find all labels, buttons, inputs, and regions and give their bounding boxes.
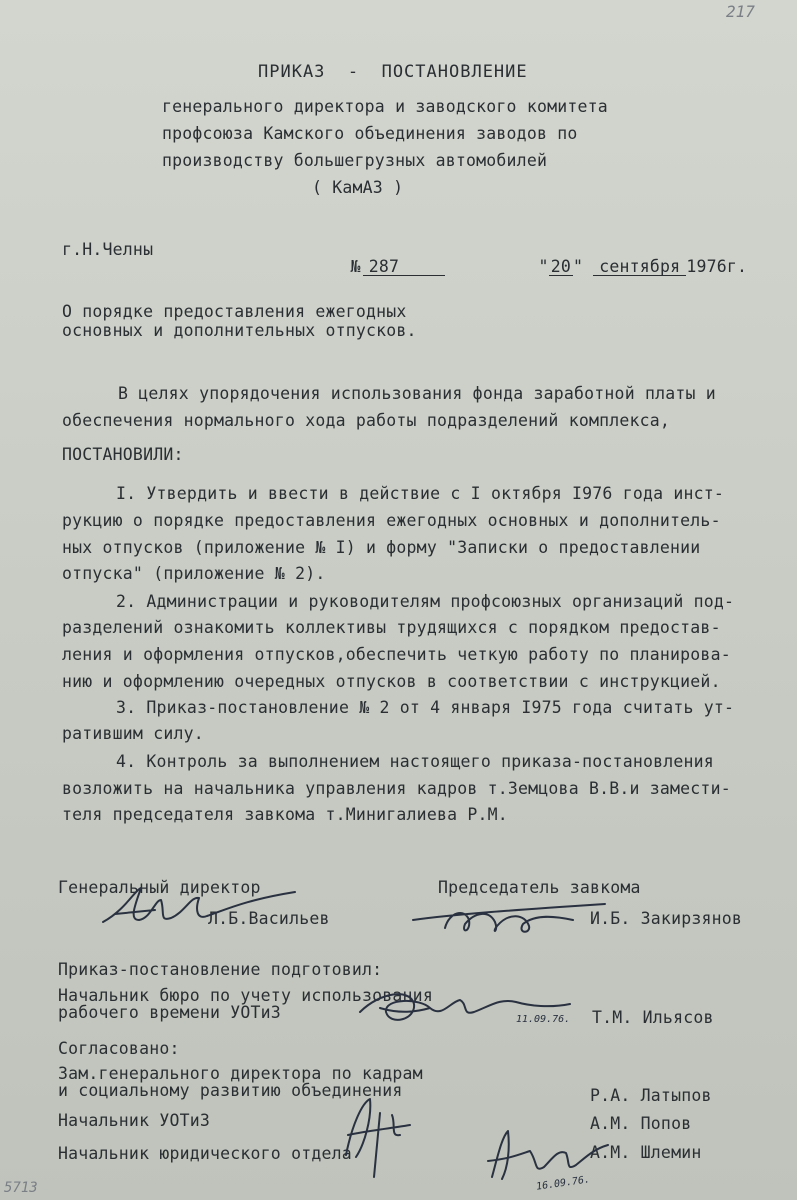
- document-title: ПРИКАЗ - ПОСТАНОВЛЕНИЕ: [258, 62, 528, 82]
- agreed-position-3: Начальник юридического отдела: [58, 1144, 352, 1163]
- chairman-name: И.Б. Закирзянов: [590, 909, 743, 928]
- agreed-signature-1: [326, 1085, 426, 1185]
- number-value: 287: [363, 259, 445, 277]
- agreed-name-3: А.М. Шлемин: [590, 1143, 702, 1162]
- agreed-date-note: 16.09.76.: [535, 1174, 591, 1193]
- item-line-1: I. Утвердить и ввести в действие с I октября I976 года инст-: [116, 484, 725, 503]
- number-label: №: [350, 256, 361, 276]
- intro-line-2: обеспечения нормального хода работы подразделений комплекса,: [62, 411, 671, 430]
- item-line-11: 4. Контроль за выполнением настоящего приказа-постановления: [116, 752, 714, 771]
- item-line-9: 3. Приказ-постановление № 2 от 4 января I975 года считать ут-: [116, 698, 735, 717]
- item-line-8: нию и оформлению очередных отпусков в соответствии с инструкцией.: [62, 672, 721, 691]
- director-signature: [95, 870, 325, 940]
- item-line-10: ратившим силу.: [62, 724, 204, 743]
- city: г.Н.Челны: [62, 240, 154, 259]
- prepared-position-line-2: рабочего времени УОТиЗ: [58, 1003, 281, 1022]
- item-line-2: рукцию о порядке предоставления ежегодных основных и дополнитель-: [62, 511, 721, 530]
- subtitle-line-1: генерального директора и заводского комитета: [162, 97, 608, 116]
- order-date: [498, 242, 747, 293]
- item-line-5: 2. Администрации и руководителям профсоюзных организаций под-: [116, 592, 735, 611]
- agreed-name-2: А.М. Попов: [590, 1114, 692, 1133]
- subject-line-2: основных и дополнительных отпусков.: [62, 321, 417, 340]
- agreed-position-1-line-2: и социальному развитию объединения: [58, 1081, 403, 1100]
- item-line-12: возложить на начальника управления кадров т.Земцова В.В.и замести-: [62, 779, 731, 798]
- order-number: [310, 242, 445, 293]
- archive-page-number: 217: [726, 2, 755, 21]
- date-year: 1976г.: [686, 256, 748, 276]
- item-line-4: отпуска" (приложение № 2).: [62, 564, 326, 583]
- item-line-7: ления и оформления отпусков,обеспечить четкую работу по планирова-: [62, 645, 731, 664]
- date-month: сентября: [593, 259, 686, 277]
- date-quote-open: ": [538, 256, 549, 276]
- director-title: Генеральный директор: [58, 878, 261, 897]
- agreed-name-1: Р.А. Латыпов: [590, 1086, 712, 1105]
- chairman-signature: [405, 890, 615, 945]
- subtitle-line-4: ( КамАЗ ): [312, 178, 404, 197]
- date-quote-close: ": [572, 256, 584, 276]
- agreed-position-1-line-1: Зам.генерального директора по кадрам: [58, 1064, 423, 1083]
- item-line-13: теля председателя завкома т.Минигалиева Р.М.: [62, 805, 508, 824]
- agreed-position-2: Начальник УОТиЗ: [58, 1111, 211, 1130]
- subtitle-line-3: производству большегрузных автомобилей: [162, 151, 548, 170]
- prepared-position-line-1: Начальник бюро по учету использования: [58, 986, 433, 1005]
- prepared-signature: [350, 968, 580, 1038]
- resolved-heading: ПОСТАНОВИЛИ:: [62, 445, 184, 464]
- chairman-title: Председатель завкома: [438, 878, 641, 897]
- item-line-3: ных отпусков (приложение № I) и форму "Записки о предоставлении: [62, 538, 701, 557]
- date-day: 20: [550, 256, 571, 276]
- intro-line-1: В целях упорядочения использования фонда заработной платы и: [118, 384, 716, 403]
- prepared-label: Приказ-постановление подготовил:: [58, 960, 383, 979]
- subject-line-1: О порядке предоставления ежегодных: [62, 302, 407, 321]
- prepared-date-note: 11.09.76.: [516, 1014, 571, 1025]
- prepared-name: Т.М. Ильясов: [592, 1008, 714, 1027]
- agreed-label: Согласовано:: [58, 1039, 180, 1058]
- item-line-6: разделений ознакомить коллективы трудящихся с порядком предостав-: [62, 618, 721, 637]
- subtitle-line-2: профсоюза Камского объединения заводов по: [162, 124, 578, 143]
- director-name: Л.Б.Васильев: [208, 909, 330, 928]
- archive-sheet-number: 5713: [4, 1180, 38, 1196]
